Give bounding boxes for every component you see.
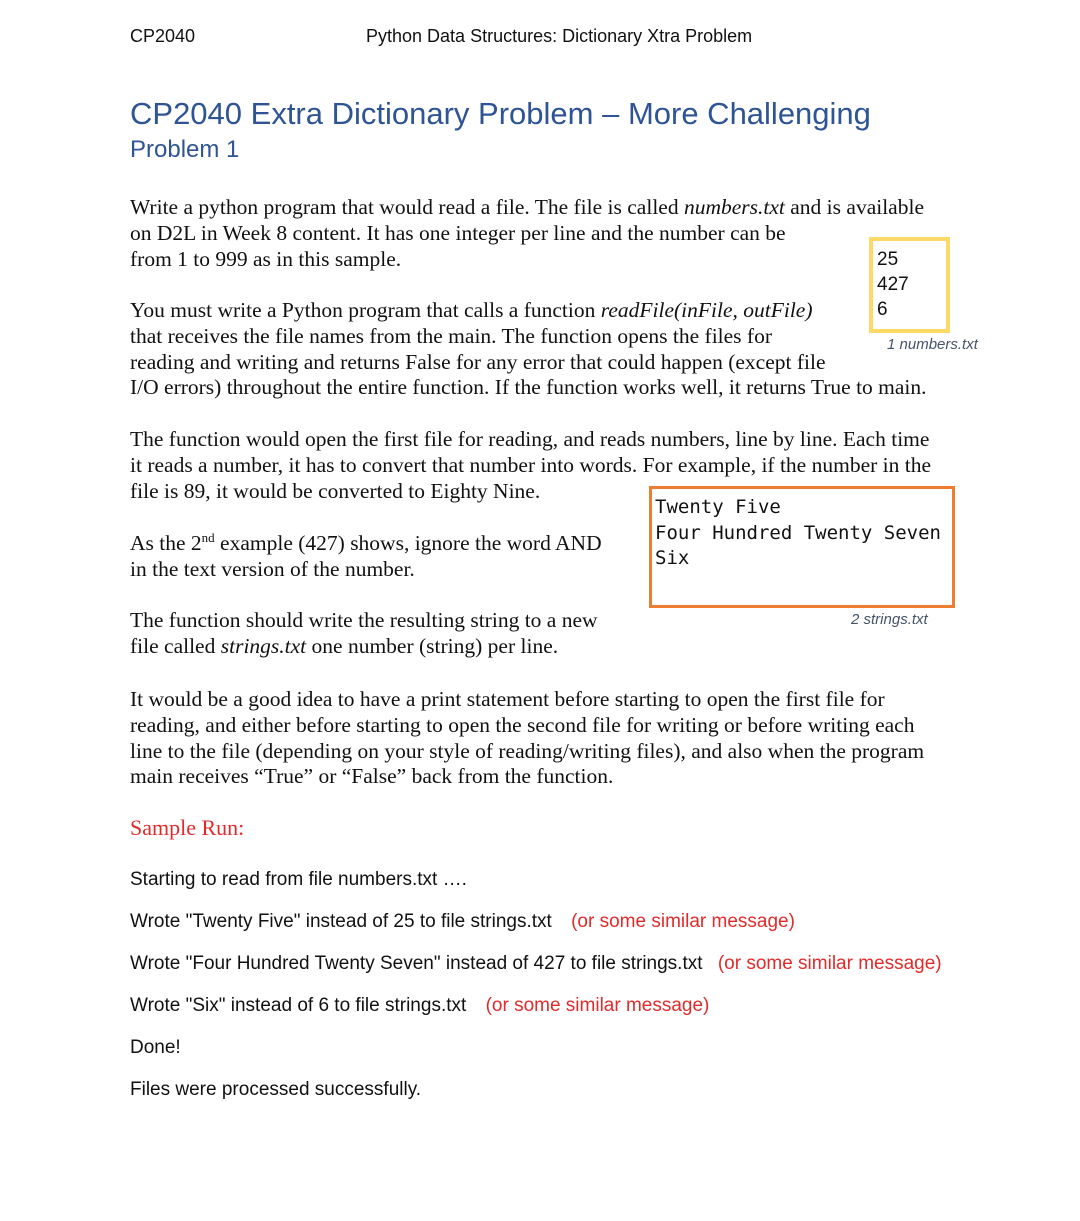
text: The function should write the resulting string to a new <box>130 608 598 632</box>
superscript: nd <box>201 530 215 545</box>
header-course: CP2040 <box>130 26 196 46</box>
strings-caption: 2 strings.txt <box>851 611 928 628</box>
run-output: Wrote "Twenty Five" instead of 25 to file strings.txt <box>130 911 552 932</box>
sample-number: 25 <box>877 249 899 270</box>
text: one number (string) per line. <box>306 633 559 658</box>
sample-run-line <box>130 953 942 975</box>
sample-string: Six <box>655 547 690 569</box>
run-note: (or some similar message) <box>485 995 710 1016</box>
run-note: (or some similar message) <box>717 953 942 974</box>
text: on D2L in Week 8 content. It has one integer per line and the number can be <box>130 220 786 245</box>
text: line to the file (depending on your style of reading/writing files), and also when the program <box>130 738 925 763</box>
page-title: CP2040 Extra Dictionary Problem – More Challenging <box>130 96 871 131</box>
text: example (427) shows, ignore the word AND <box>214 531 602 555</box>
text: file called <box>130 633 221 658</box>
text: and is available <box>784 195 924 219</box>
filename-strings: strings.txt <box>220 633 307 658</box>
text: You must write a Python program that calls a function <box>130 298 601 322</box>
function-signature: readFile(inFile, outFile) <box>600 298 813 322</box>
sample-run-line <box>130 1079 421 1101</box>
sample-number: 6 <box>877 299 888 320</box>
paragraph-intro <box>130 195 924 272</box>
sample-run-line <box>130 911 795 933</box>
sample-string: Four Hundred Twenty Seven <box>655 521 941 544</box>
sample-number: 427 <box>877 274 909 295</box>
filename-numbers: numbers.txt <box>683 195 785 219</box>
text: As the 2 <box>130 531 202 555</box>
run-output: Done! <box>130 1037 181 1058</box>
sample-run-heading: Sample Run: <box>130 815 245 840</box>
sample-run-line <box>130 869 467 891</box>
text: it reads a number, it has to convert that number into words. For example, if the number in the <box>130 452 932 477</box>
sample-run-line <box>130 1037 181 1059</box>
text: in the text version of the number. <box>130 556 415 581</box>
run-output: Files were processed successfully. <box>130 1079 422 1100</box>
numbers-caption: 1 numbers.txt <box>887 336 978 353</box>
text: reading, and either before starting to open the second file for writing or before writing each <box>130 712 915 737</box>
paragraph-ignore-and <box>130 531 602 583</box>
text: reading and writing and returns False for any error that could happen (except file <box>130 349 826 374</box>
paragraph-function <box>130 298 927 401</box>
sample-string: Twenty Five <box>655 496 781 518</box>
run-output: Wrote "Four Hundred Twenty Seven" instead of 427 to file strings.txt <box>130 953 703 974</box>
page-subtitle: Problem 1 <box>130 136 240 163</box>
run-note: (or some similar message) <box>571 911 795 932</box>
strings-sample-box <box>649 486 955 608</box>
text: file is 89, it would be converted to Eighty Nine. <box>130 478 541 503</box>
run-output: Starting to read from file numbers.txt …. <box>130 869 467 890</box>
sample-run-line <box>130 995 709 1017</box>
run-output: Wrote "Six" instead of 6 to file strings.txt <box>130 995 467 1016</box>
text: that receives the file names from the main. The function opens the files for <box>130 323 772 348</box>
text: main receives “True” or “False” back from the function. <box>130 764 614 789</box>
text: The function would open the first file for reading, and reads numbers, line by line. Each time <box>130 427 930 451</box>
text: I/O errors) throughout the entire function. If the function works well, it returns True to main. <box>130 375 927 400</box>
text: Write a python program that would read a file. The file is called <box>130 195 684 219</box>
header-doc-title: Python Data Structures: Dictionary Xtra Problem <box>366 26 753 46</box>
text: It would be a good idea to have a print statement before starting to open the first file for <box>130 687 885 711</box>
paragraph-write <box>130 608 598 660</box>
text: from 1 to 999 as in this sample. <box>130 246 402 271</box>
paragraph-print-advice <box>130 687 924 790</box>
